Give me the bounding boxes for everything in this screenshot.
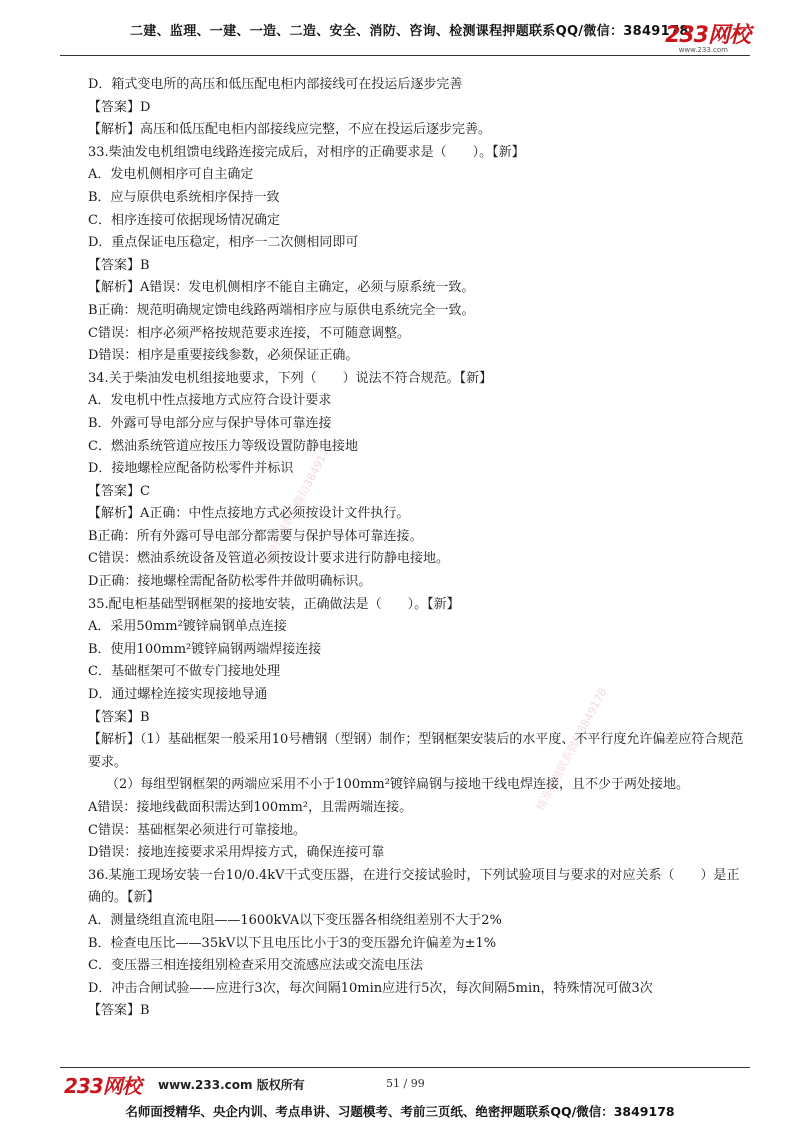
analysis-line: B正确：规范明确规定馈电线路两端相序应与原供电系统完全一致。 bbox=[88, 302, 475, 318]
analysis-paragraph: 【解析】（1）基础框架一般采用10号槽钢（型钢）制作；型钢框架安装后的水平度、不平行度允许偏差应符合规范要求。 bbox=[88, 732, 744, 770]
option-line: A．发电机侧相序可自主确定 bbox=[88, 167, 254, 183]
page-number: 51 / 99 bbox=[386, 1077, 425, 1090]
option-line: D．箱式变电所的高压和低压配电柜内部接线可在投运后逐步完善 bbox=[88, 77, 463, 92]
answer-line: 【答案】B bbox=[88, 1003, 150, 1019]
header-divider bbox=[60, 55, 750, 56]
analysis-line: （2）每组型钢框架的两端应采用不小于100mm²镀锌扁钢与接地干线电焊连接，且不少于两处接地。 bbox=[106, 777, 689, 793]
option-line: C．变压器三相连接组别检查采用交流感应法或交流电压法 bbox=[88, 958, 423, 974]
analysis-line: B正确：所有外露可导电部分都需要与保护导体可靠连接。 bbox=[88, 528, 423, 544]
option-line: D．通过螺栓连接实现接地导通 bbox=[88, 687, 268, 703]
analysis-line: C错误：燃油系统设备及管道必须按设计要求进行防静电接地。 bbox=[88, 551, 449, 567]
analysis-line: 【解析】高压和低压配电柜内部接线应完整，不应在投运后逐步完善。 bbox=[88, 122, 492, 138]
option-line: D．重点保证电压稳定，相序一二次侧相同即可 bbox=[88, 235, 359, 251]
analysis-line: C错误：相序必须严格按规范要求连接，不可随意调整。 bbox=[88, 325, 410, 341]
footer-logo: 233网校 bbox=[64, 1074, 141, 1098]
option-line: D．冲击合闸试验——应进行3次，每次间隔10min应进行5次，每次间隔5min，特殊情况可做3次 bbox=[88, 980, 653, 996]
footer-banner-text: 名师面授精华、央企内训、考点串讲、习题模考、考前三页纸、绝密押题联系QQ/微信：3849178 bbox=[125, 1104, 675, 1119]
option-line: B．应与原供电系统相序保持一致 bbox=[88, 189, 280, 205]
analysis-line: C错误：基础框架必须进行可靠接地。 bbox=[88, 822, 306, 838]
answer-line: 【答案】C bbox=[88, 483, 150, 499]
option-line: A．采用50mm²镀锌扁钢单点连接 bbox=[88, 619, 287, 635]
question-33: 33.柴油发电机组馈电线路连接完成后，对相序的正确要求是（ ）。【新】 bbox=[88, 144, 525, 160]
page-header bbox=[60, 14, 750, 52]
option-line: C．燃油系统管道应按压力等级设置防静电接地 bbox=[88, 438, 358, 454]
option-line: D．接地螺栓应配备防松零件并标识 bbox=[88, 461, 294, 477]
footer-copyright: www.233.com 版权所有 bbox=[158, 1078, 305, 1092]
footer-divider bbox=[60, 1067, 750, 1068]
analysis-line: D错误：接地连接要求采用焊接方式，确保连接可靠 bbox=[88, 845, 385, 861]
analysis-line: D错误：相序是重要接线参数，必须保证正确。 bbox=[88, 348, 359, 364]
watermark: 精准押题联系微信3849178 bbox=[259, 439, 336, 568]
option-line: C．基础框架可不做专门接地处理 bbox=[88, 664, 280, 680]
header-logo-url: www.233.com bbox=[678, 46, 728, 54]
question-35: 35.配电柜基础型钢框架的接地安装，正确做法是（ ）。【新】 bbox=[88, 596, 460, 612]
document-body bbox=[88, 74, 748, 1023]
analysis-line: 【解析】A错误：发电机侧相序不能自主确定，必须与原系统一致。 bbox=[88, 280, 475, 296]
analysis-line: A错误：接地线截面积需达到100mm²，且需两端连接。 bbox=[88, 800, 413, 815]
question-34: 34.关于柴油发电机组接地要求，下列（ ）说法不符合规范。【新】 bbox=[88, 370, 493, 386]
answer-line: 【答案】B bbox=[88, 709, 150, 725]
analysis-line: D正确：接地螺栓需配备防松零件并做明确标识。 bbox=[88, 574, 372, 590]
header-logo: 233网校 bbox=[665, 23, 750, 48]
option-line: C．相序连接可依据现场情况确定 bbox=[88, 212, 280, 228]
option-line: A．发电机中性点接地方式应符合设计要求 bbox=[88, 393, 332, 409]
answer-line: 【答案】D bbox=[88, 99, 151, 115]
analysis-line: 【解析】A正确：中性点接地方式必须按设计文件执行。 bbox=[88, 506, 410, 522]
option-line: B．检查电压比——35kV以下且电压比小于3的变压器允许偏差为±1% bbox=[88, 935, 497, 951]
question-36: 36.某施工现场安装一台10/0.4kV干式变压器，在进行交接试验时，下列试验项目与要求的对应关系（ ）是正确的。【新】 bbox=[88, 867, 740, 906]
answer-line: 【答案】B bbox=[88, 257, 150, 273]
option-line: B．使用100mm²镀锌扁钢两端焊接连接 bbox=[88, 641, 322, 657]
watermark: 精准押题联系微信3849178 bbox=[533, 685, 610, 814]
header-banner-text: 二建、监理、一建、一造、二造、安全、消防、咨询、检测课程押题联系QQ/微信：3849178 bbox=[130, 24, 689, 39]
option-line: A．测量绕组直流电阻——1600kVA以下变压器各相绕组差别不大于2% bbox=[88, 912, 502, 928]
option-line: B．外露可导电部分应与保护导体可靠连接 bbox=[88, 415, 332, 431]
